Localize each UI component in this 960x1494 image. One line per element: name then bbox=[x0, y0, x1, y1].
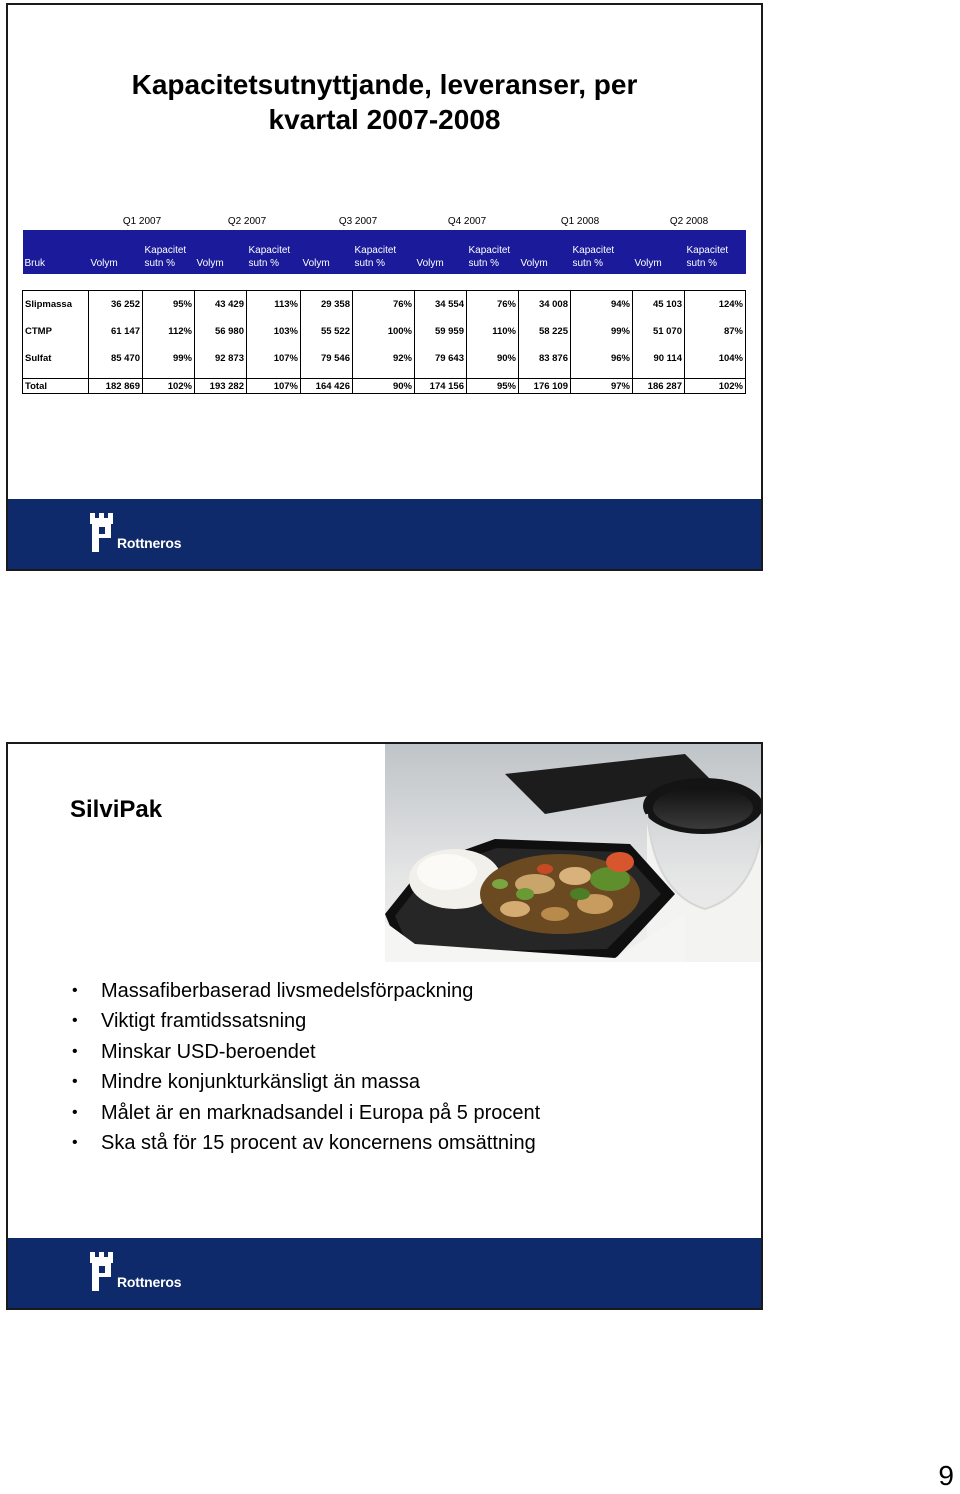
cell-volume: 51 070 bbox=[633, 318, 685, 345]
bullet-item: • Viktigt framtidssatsning bbox=[70, 1006, 540, 1036]
header-volym: Volym bbox=[415, 230, 467, 274]
cell-capacity-pct: 100% bbox=[353, 318, 415, 345]
cell-capacity-pct: 90% bbox=[467, 345, 519, 372]
header-kapacitet-line1: Kapacitet bbox=[572, 245, 615, 256]
header-kapacitet bbox=[571, 230, 633, 274]
cell-volume: 61 147 bbox=[89, 318, 143, 345]
cell-volume: 58 225 bbox=[519, 318, 571, 345]
header-kapacitet-line1: Kapacitet bbox=[248, 245, 291, 256]
cell-volume: 34 008 bbox=[519, 291, 571, 319]
header-kapacitet-line2: sutn % bbox=[354, 258, 386, 269]
cell-capacity-pct: 103% bbox=[247, 318, 301, 345]
cell-volume: 85 470 bbox=[89, 345, 143, 372]
cell-volume: 83 876 bbox=[519, 345, 571, 372]
slide-capacity-table bbox=[6, 3, 763, 571]
quarter-label: Q2 2007 bbox=[227, 216, 267, 227]
castle-icon bbox=[90, 1252, 116, 1292]
cell-volume: 56 980 bbox=[195, 318, 247, 345]
header-kapacitet-line1: Kapacitet bbox=[686, 245, 729, 256]
header-volym: Volym bbox=[519, 230, 571, 274]
food-packaging-photo bbox=[385, 744, 763, 962]
cell-volume: 59 959 bbox=[415, 318, 467, 345]
capacity-table bbox=[22, 230, 746, 394]
slide-silvipak bbox=[6, 742, 763, 1310]
cell-volume: 29 358 bbox=[301, 291, 353, 319]
food-tray-image bbox=[385, 744, 763, 962]
cell-capacity-pct: 107% bbox=[247, 379, 301, 394]
header-kapacitet bbox=[685, 230, 746, 274]
quarter-label: Q1 2007 bbox=[122, 216, 162, 227]
table-row bbox=[23, 379, 746, 394]
header-kapacitet bbox=[247, 230, 301, 274]
cell-capacity-pct: 87% bbox=[685, 318, 746, 345]
row-label: CTMP bbox=[23, 318, 89, 345]
header-kapacitet-line2: sutn % bbox=[686, 258, 718, 269]
slide-footer bbox=[8, 1238, 761, 1308]
castle-icon bbox=[90, 513, 116, 553]
header-bruk: Bruk bbox=[23, 230, 89, 274]
table-header-row bbox=[23, 230, 746, 274]
table-row bbox=[23, 291, 746, 319]
cell-capacity-pct: 96% bbox=[571, 345, 633, 372]
bullet-item: • Minskar USD-beroendet bbox=[70, 1037, 540, 1067]
cell-capacity-pct: 102% bbox=[685, 379, 746, 394]
logo-wordmark: Rottneros bbox=[117, 535, 182, 551]
table-spacer-row bbox=[23, 274, 746, 291]
cell-capacity-pct: 107% bbox=[247, 345, 301, 372]
cell-capacity-pct: 112% bbox=[143, 318, 195, 345]
title-line-1: Kapacitetsutnyttjande, leveranser, per bbox=[131, 69, 638, 100]
header-kapacitet-line2: sutn % bbox=[248, 258, 280, 269]
cell-volume: 164 426 bbox=[301, 379, 353, 394]
bullet-item: • Ska stå för 15 procent av koncernens omsättning bbox=[70, 1128, 540, 1158]
cell-volume: 182 869 bbox=[89, 379, 143, 394]
quarter-label: Q2 2008 bbox=[669, 216, 709, 227]
cell-capacity-pct: 99% bbox=[143, 345, 195, 372]
header-volym: Volym bbox=[89, 230, 143, 274]
row-label: Slipmassa bbox=[23, 291, 89, 319]
header-volym: Volym bbox=[195, 230, 247, 274]
cell-volume: 174 156 bbox=[415, 379, 467, 394]
quarter-label: Q1 2008 bbox=[560, 216, 600, 227]
cell-capacity-pct: 99% bbox=[571, 318, 633, 345]
cell-volume: 90 114 bbox=[633, 345, 685, 372]
header-volym: Volym bbox=[301, 230, 353, 274]
quarter-label: Q3 2007 bbox=[338, 216, 378, 227]
cell-volume: 34 554 bbox=[415, 291, 467, 319]
header-kapacitet-line2: sutn % bbox=[468, 258, 500, 269]
cell-volume: 55 522 bbox=[301, 318, 353, 345]
cell-volume: 186 287 bbox=[633, 379, 685, 394]
cell-volume: 176 109 bbox=[519, 379, 571, 394]
table-row bbox=[23, 345, 746, 372]
header-kapacitet bbox=[467, 230, 519, 274]
cell-capacity-pct: 90% bbox=[353, 379, 415, 394]
cell-capacity-pct: 95% bbox=[143, 291, 195, 319]
quarter-label: Q4 2007 bbox=[447, 216, 487, 227]
bullet-item: • Målet är en marknadsandel i Europa på 5 procent bbox=[70, 1098, 540, 1128]
bullet-list bbox=[70, 976, 540, 1158]
header-kapacitet-line2: sutn % bbox=[144, 258, 176, 269]
header-kapacitet-line2: sutn % bbox=[572, 258, 604, 269]
header-kapacitet-line1: Kapacitet bbox=[144, 245, 187, 256]
cell-capacity-pct: 97% bbox=[571, 379, 633, 394]
cell-volume: 43 429 bbox=[195, 291, 247, 319]
slide-title bbox=[8, 67, 761, 137]
cell-capacity-pct: 113% bbox=[247, 291, 301, 319]
row-label: Sulfat bbox=[23, 345, 89, 372]
cell-volume: 79 643 bbox=[415, 345, 467, 372]
rottneros-logo bbox=[88, 1252, 188, 1296]
cell-capacity-pct: 76% bbox=[467, 291, 519, 319]
logo-wordmark: Rottneros bbox=[117, 1274, 182, 1290]
cell-capacity-pct: 95% bbox=[467, 379, 519, 394]
cell-capacity-pct: 124% bbox=[685, 291, 746, 319]
cell-volume: 36 252 bbox=[89, 291, 143, 319]
cell-capacity-pct: 104% bbox=[685, 345, 746, 372]
bullet-item: • Massafiberbaserad livsmedelsförpackning bbox=[70, 976, 540, 1006]
header-volym: Volym bbox=[633, 230, 685, 274]
cell-volume: 45 103 bbox=[633, 291, 685, 319]
cell-capacity-pct: 92% bbox=[353, 345, 415, 372]
rottneros-logo bbox=[88, 513, 188, 557]
bullet-item: • Mindre konjunkturkänsligt än massa bbox=[70, 1067, 540, 1097]
page-number: 9 bbox=[938, 1460, 954, 1491]
header-kapacitet-line1: Kapacitet bbox=[354, 245, 397, 256]
header-kapacitet bbox=[143, 230, 195, 274]
cell-volume: 92 873 bbox=[195, 345, 247, 372]
header-kapacitet-line1: Kapacitet bbox=[468, 245, 511, 256]
cell-capacity-pct: 110% bbox=[467, 318, 519, 345]
cell-volume: 193 282 bbox=[195, 379, 247, 394]
row-label: Total bbox=[23, 379, 89, 394]
cell-capacity-pct: 102% bbox=[143, 379, 195, 394]
slide-footer bbox=[8, 499, 761, 569]
title-line-2: kvartal 2007-2008 bbox=[268, 104, 501, 135]
cell-capacity-pct: 76% bbox=[353, 291, 415, 319]
cell-capacity-pct: 94% bbox=[571, 291, 633, 319]
spacer-cell bbox=[23, 274, 746, 291]
slide-title: SilviPak bbox=[70, 796, 163, 823]
header-kapacitet bbox=[353, 230, 415, 274]
cell-volume: 79 546 bbox=[301, 345, 353, 372]
table-row bbox=[23, 318, 746, 345]
